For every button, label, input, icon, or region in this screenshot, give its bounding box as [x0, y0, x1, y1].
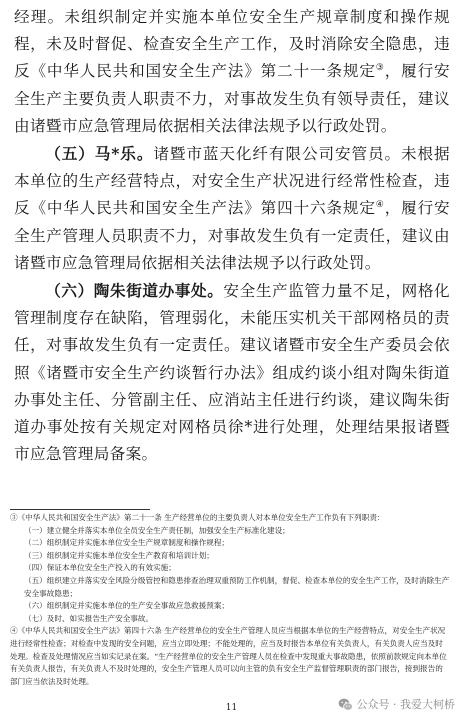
section-heading: （五）马*乐。	[45, 144, 154, 164]
watermark	[338, 696, 456, 712]
footnote-3-item: （四）保证本单位安全生产投入的有效实施；	[24, 563, 176, 573]
paragraph-text: 经理。未组织制定并实施本单位安全生产规章制度和操作规程，未及时督促、检查安全生产工作，及时消除安全隐患，违反《中华人民共和国安全生产法》第二十一条规定	[14, 8, 450, 81]
watermark-text: 公众号 · 我爱大柯桥	[356, 698, 455, 711]
paragraph-text: 安全生产监管力量不足，网格化管理制度存在缺陷，管理弱化，未能压实机关干部网格员的责任，对事故发生负有一定责任。建议诸暨市安全生产委员会依照《诸暨市安全生产约谈暂行办法》组成约谈小组对陶朱街道办事处主任、分管副主任、应消站主任进行约谈，建议陶朱街道办事处按有关规定对网格员徐*进行处理，处理结果报诸暨市应急管理局备案。	[14, 282, 450, 464]
footnote-ref-3[interactable]: ③	[375, 63, 385, 74]
footnote-3-item: （三）组织制定并实施本单位安全生产教育和培训计划；	[24, 550, 214, 560]
footnote-4: ④《中华人民共和国安全生产法》第四十六条 生产经营单位的安全生产管理人员应当根据本单位的生产经营特点，对安全生产状况进行经常性检查；对检查中发现的安全问题，应当立即处理；不能处理的，应当及时报告本单位有关负责人，有关负责人应当及时处理。检查及处理情况应当如实记录在案。“生产经营单位的安全生产管理人员在检查中发现重大事故隐患，依照前款规定向本单位有关负责人报告，有关负责人不及时处理的，安全生产管理人员可以向主管的负有安全生产监督管理职责的部门报告，接到报告的部门应当依法及时处理。	[10, 626, 447, 686]
body-text	[14, 4, 450, 468]
paragraph-ma-le	[14, 140, 450, 277]
paragraph-text: 诸暨市蓝天化纤有限公司安管员。未根据本单位的生产经营特点，对安全生产状况进行经常性检查，违反《中华人民共和国安全生产法》第四十六条规定	[14, 145, 450, 218]
paragraph-text: ，履行安全生产主要负责人职责不力，对事故发生负有领导责任，建议由诸暨市应急管理局依据相关法律法规予以行政处罚。	[14, 62, 450, 135]
page-number: 11	[225, 703, 238, 713]
footnote-3-item: （一）建立健全并落实本单位全员安全生产责任制，加强安全生产标准化建设；	[24, 525, 290, 535]
footnotes	[10, 512, 450, 688]
footnote-3-item: （七）及时、如实报告生产安全事故。	[24, 613, 154, 623]
footnote-3-item: （二）组织制定并实施本单位安全生产规章制度和操作规程；	[24, 538, 230, 548]
footnote-divider	[10, 509, 150, 510]
footnote-3-item: （六）组织制定并实施本单位的生产安全事故应急救援预案；	[24, 601, 230, 611]
section-heading: （六）陶朱街道办事处。	[45, 281, 224, 301]
footnote-3-intro: ③《中华人民共和国安全生产法》第二十一条 生产经营单位的主要负责人对本单位安全生产工作负有下列职责：	[10, 513, 385, 522]
wechat-icon	[338, 697, 353, 712]
paragraph-responsibility-manager	[14, 4, 450, 140]
paragraph-text: ，履行安全生产管理人员职责不力，对事故发生负有一定责任，建议由诸暨市应急管理局依据相关法律法规予以行政处罚。	[14, 199, 450, 272]
paragraph-taozhu-street	[14, 277, 450, 468]
footnote-3-item: （五）组织建立并落实安全风险分级管控和隐患排查治理双重预防工作机制，督促、检查本单位的安全生产工作，及时消除生产安全事故隐患；	[24, 575, 450, 598]
footnote-ref-4[interactable]: ④	[375, 200, 385, 211]
